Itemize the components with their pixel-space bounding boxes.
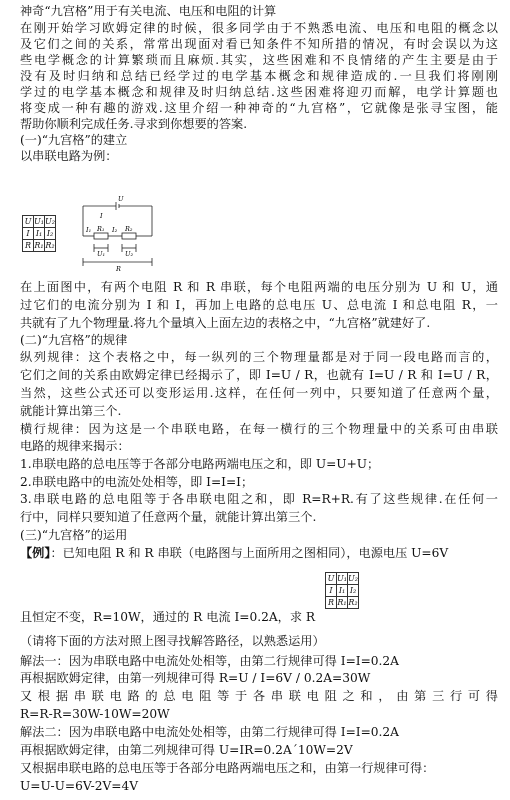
intro-line: 学过的电学基本概念和规律及时归纳总结.这些困难将迎刃而解，电学计算题也 <box>20 85 498 99</box>
grid-cell: R₂ <box>45 241 55 250</box>
solution-line: 又根据串联电路的总电压等于各部分电路两端电压之和，由第一行规律可得： <box>20 761 435 775</box>
circuit-label: R₂ <box>125 225 133 233</box>
nine-grid-table <box>22 215 56 252</box>
section-lead: 以串联电路为例： <box>20 149 118 163</box>
example-line <box>20 545 498 561</box>
section-heading: (二)“九宫格”的规律 <box>20 333 128 347</box>
example-text: ：已知电阻 R 和 R 串联（电路图与上面所用之图相同），电源电压 U=6V <box>50 546 449 560</box>
series-circuit-diagram <box>80 196 155 274</box>
grid-cell: U₂ <box>45 217 55 226</box>
section-heading: (三)“九宫格”的运用 <box>20 528 128 542</box>
paragraph-line: 就能计算出第三个. <box>20 404 122 418</box>
circuit-label: R <box>116 265 121 273</box>
circuit-label: U₁ <box>97 250 106 258</box>
solution-line: 解法一：因为串联电路中电流处处相等，由第二行规律可得 I=I=0.2A <box>20 654 399 668</box>
example-label: 【例】 <box>20 546 51 560</box>
paragraph-line: 在上面图中，有两个电阻 R 和 R 串联，每个电阻两端的电压分别为 U 和 U，通 <box>20 280 498 294</box>
paragraph-line: 它们之间的关系由欧姆定律已经揭示了，即 I=U / R，也就有 I=U / R 和 I=U / R， <box>20 368 498 382</box>
doc-title: 神奇“九宫格”用于有关电流、电压和电阻的计算 <box>20 4 277 18</box>
circuit-label: I₁ <box>86 226 92 234</box>
grid-cell: R₁ <box>34 241 44 250</box>
solution-line: 再根据欧姆定律，由第二列规律可得 U=IR=0.2A´10W=2V <box>20 743 353 757</box>
paragraph-line: 当然，这些公式还可以变形运用.这样，在任何一列中，只要知道了任意两个量， <box>20 386 498 400</box>
paragraph-line: 电路的规律来揭示： <box>20 439 130 453</box>
grid-cell: I₂ <box>45 228 56 240</box>
paragraph-line: 横行规律：因为这是一个串联电路，在每一横行的三个物理量中的关系可由串联 <box>20 422 498 436</box>
intro-line: 没有及时归纳和总结已经学过的电学基本概念和规律造成的.一旦我们将刚刚 <box>20 69 498 83</box>
paragraph-line: 过它们的电流分别为 I 和 I，再加上电路的总电压 U、总电流 I 和总电阻 R，一 <box>20 298 498 312</box>
circuit-label: R₁ <box>97 225 105 233</box>
note-line: （请将下面的方法对照上图寻找解答路径，以熟悉运用） <box>20 634 325 648</box>
solution-line: R=R-R=30W-10W=20W <box>20 707 170 721</box>
grid-cell: I <box>326 585 337 597</box>
grid-cell: U <box>326 573 337 585</box>
grid-cell: R₁ <box>337 598 347 607</box>
paragraph-line: 1.串联电路的总电压等于各部分电路两端电压之和，即 U=U+U； <box>20 457 380 471</box>
circuit-label: U₂ <box>125 250 134 258</box>
grid-cell: R <box>326 597 337 609</box>
solution-line: 又根据串联电路的总电阻等于各串联电阻之和，由第三行可得 <box>20 689 498 703</box>
paragraph-line: 3.串联电路的总电阻等于各串联电阻之和，即 R=R+R.有了这些规律.在任何一 <box>20 492 498 506</box>
circuit-label: U <box>118 196 124 203</box>
grid-cell: U <box>23 216 34 228</box>
grid-cell: R₂ <box>348 598 358 607</box>
paragraph-line: 2.串联电路中的电流处处相等，即 I=I=I； <box>20 475 254 489</box>
grid-cell: I₂ <box>348 585 359 597</box>
intro-line: 将变成一种有趣的游戏.这里介绍一种神奇的“九宫格”，它就像是张寻宝图，能 <box>20 101 498 115</box>
solution-line: U=U-U=6V-2V=4V <box>20 779 139 793</box>
grid-cell: I <box>23 228 34 240</box>
grid-cell: U₂ <box>348 574 358 583</box>
intro-line: 及它们之间的关系，常常出现面对看已知条件不知所措的情况，有时会误以为这 <box>20 37 498 51</box>
circuit-label: I <box>100 212 103 220</box>
nine-grid-table-small <box>325 572 359 609</box>
intro-line: 些电学概念的计算繁琐而且麻烦.其实，这些困难和不良情绪的产生主要是由于 <box>20 53 498 67</box>
circuit-label: I₂ <box>112 226 118 234</box>
intro-line: 在刚开始学习欧姆定律的时候，很多同学由于不熟悉电流、电压和电阻的概念以 <box>20 21 498 35</box>
grid-cell: I₁ <box>337 585 348 597</box>
intro-line: 帮助你顺利完成任务.寻求到你想要的答案. <box>20 117 248 131</box>
grid-cell: R <box>23 240 34 252</box>
paragraph-line: 共就有了九个物理量.将九个量填入上面左边的表格之中，“九宫格”就建好了. <box>20 316 431 330</box>
grid-cell: I₁ <box>34 228 45 240</box>
paragraph-line: 纵列规律：这个表格之中，每一纵列的三个物理量都是对于同一段电路而言的， <box>20 350 498 364</box>
solution-line: 解法二：因为串联电路中电流处处相等，由第二行规律可得 I=I=0.2A <box>20 725 399 739</box>
grid-cell: U₁ <box>337 574 347 583</box>
example-line: 且恒定不变，R=10W，通过的 R 电流 I=0.2A，求 R <box>20 610 316 624</box>
paragraph-line: 行中，同样只要知道了任意两个量，就能计算出第三个. <box>20 510 317 524</box>
solution-line: 再根据欧姆定律，由第一列规律可得 R=U / I=6V / 0.2A=30W <box>20 671 371 685</box>
section-heading: (一)“九宫格”的建立 <box>20 133 128 147</box>
grid-cell: U₁ <box>34 217 44 226</box>
